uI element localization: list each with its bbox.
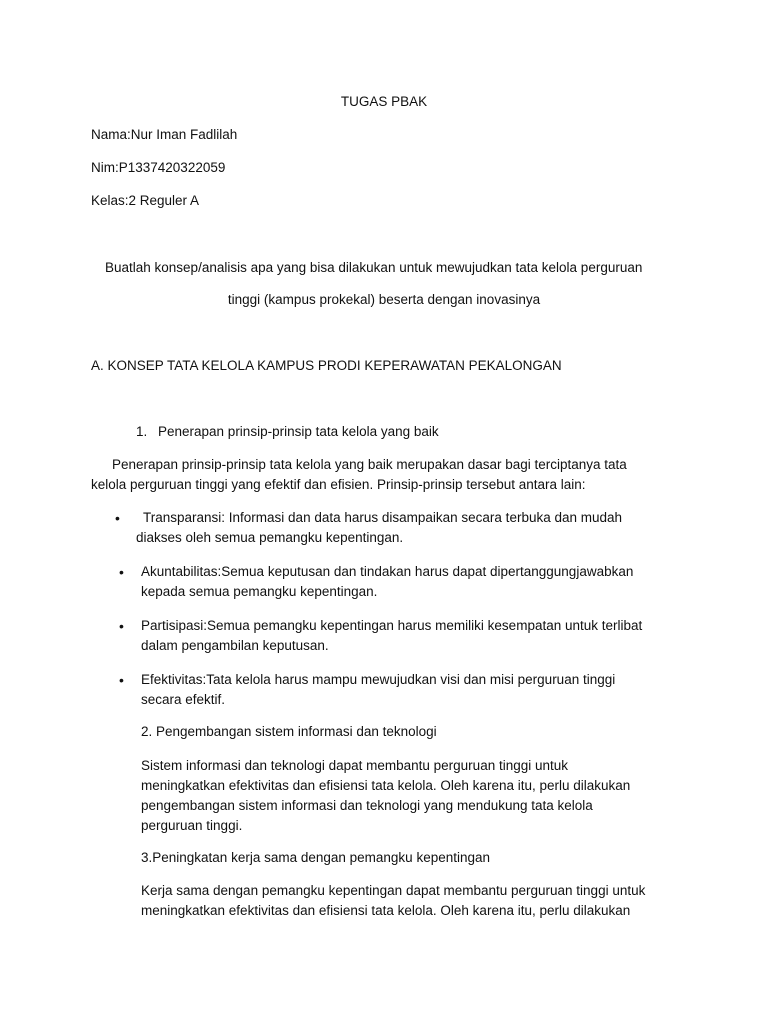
- bullet-akuntabilitas-line-1: Akuntabilitas:Semua keputusan dan tindakan harus dapat dipertanggungjawabkan: [141, 564, 634, 579]
- item-3-title: 3.Peningkatan kerja sama dengan pemangku kepentingan: [141, 850, 491, 865]
- item-2-title: 2. Pengembangan sistem informasi dan teknologi: [141, 724, 437, 739]
- item-2-paragraph-line-2: meningkatkan efektivitas dan efisiensi tata kelola. Oleh karena itu, perlu dilakukan: [141, 778, 631, 793]
- bullet-akuntabilitas-line-2: kepada semua pemangku kepentingan.: [141, 584, 378, 599]
- item-3-paragraph-line-1: Kerja sama dengan pemangku kepentingan dapat membantu perguruan tinggi untuk: [141, 883, 646, 898]
- bullet-efektivitas-line-1: Efektivitas:Tata kelola harus mampu mewujudkan visi dan misi perguruan tinggi: [141, 672, 616, 687]
- bullet-efektivitas-line-2: secara efektif.: [141, 692, 226, 707]
- item-2-paragraph-line-3: pengembangan sistem informasi dan teknologi yang mendukung tata kelola: [141, 798, 593, 813]
- student-nim: Nim:P1337420322059: [91, 160, 226, 175]
- bullet-partisipasi-line-1: Partisipasi:Semua pemangku kepentingan harus memiliki kesempatan untuk terlibat: [141, 618, 643, 633]
- bullet-marker: •: [119, 672, 124, 688]
- item-1-title: Penerapan prinsip-prinsip tata kelola yang baik: [158, 424, 439, 439]
- bullet-marker: •: [119, 564, 124, 580]
- item-3-paragraph-line-2: meningkatkan efektivitas dan efisiensi tata kelola. Oleh karena itu, perlu dilakukan: [141, 903, 631, 918]
- document-title: TUGAS PBAK: [340, 94, 428, 109]
- bullet-transparansi-line-1: Transparansi: Informasi dan data harus disampaikan secara terbuka dan mudah: [143, 510, 623, 525]
- item-2-paragraph-line-1: Sistem informasi dan teknologi dapat membantu perguruan tinggi untuk: [141, 758, 569, 773]
- item-1-paragraph-line-1: Penerapan prinsip-prinsip tata kelola yang baik merupakan dasar bagi terciptanya tata: [112, 457, 627, 472]
- bullet-partisipasi-line-2: dalam pengambilan keputusan.: [141, 638, 329, 653]
- bullet-marker: •: [119, 618, 124, 634]
- student-name: Nama:Nur Iman Fadlilah: [91, 127, 238, 142]
- item-1-paragraph-line-2: kelola perguruan tinggi yang efektif dan efisien. Prinsip-prinsip tersebut antara lain:: [91, 477, 586, 492]
- item-1-number: 1.: [136, 424, 148, 439]
- prompt-line-1: Buatlah konsep/analisis apa yang bisa dilakukan untuk mewujudkan tata kelola perguruan: [105, 260, 643, 275]
- section-a-heading: A. KONSEP TATA KELOLA KAMPUS PRODI KEPERAWATAN PEKALONGAN: [91, 358, 562, 373]
- bullet-transparansi-line-2: diakses oleh semua pemangku kepentingan.: [136, 530, 404, 545]
- item-2-paragraph-line-4: perguruan tinggi.: [141, 818, 243, 833]
- bullet-marker: •: [115, 510, 120, 526]
- prompt-line-2: tinggi (kampus prokekal) beserta dengan inovasinya: [227, 292, 541, 307]
- student-class: Kelas:2 Reguler A: [91, 193, 200, 208]
